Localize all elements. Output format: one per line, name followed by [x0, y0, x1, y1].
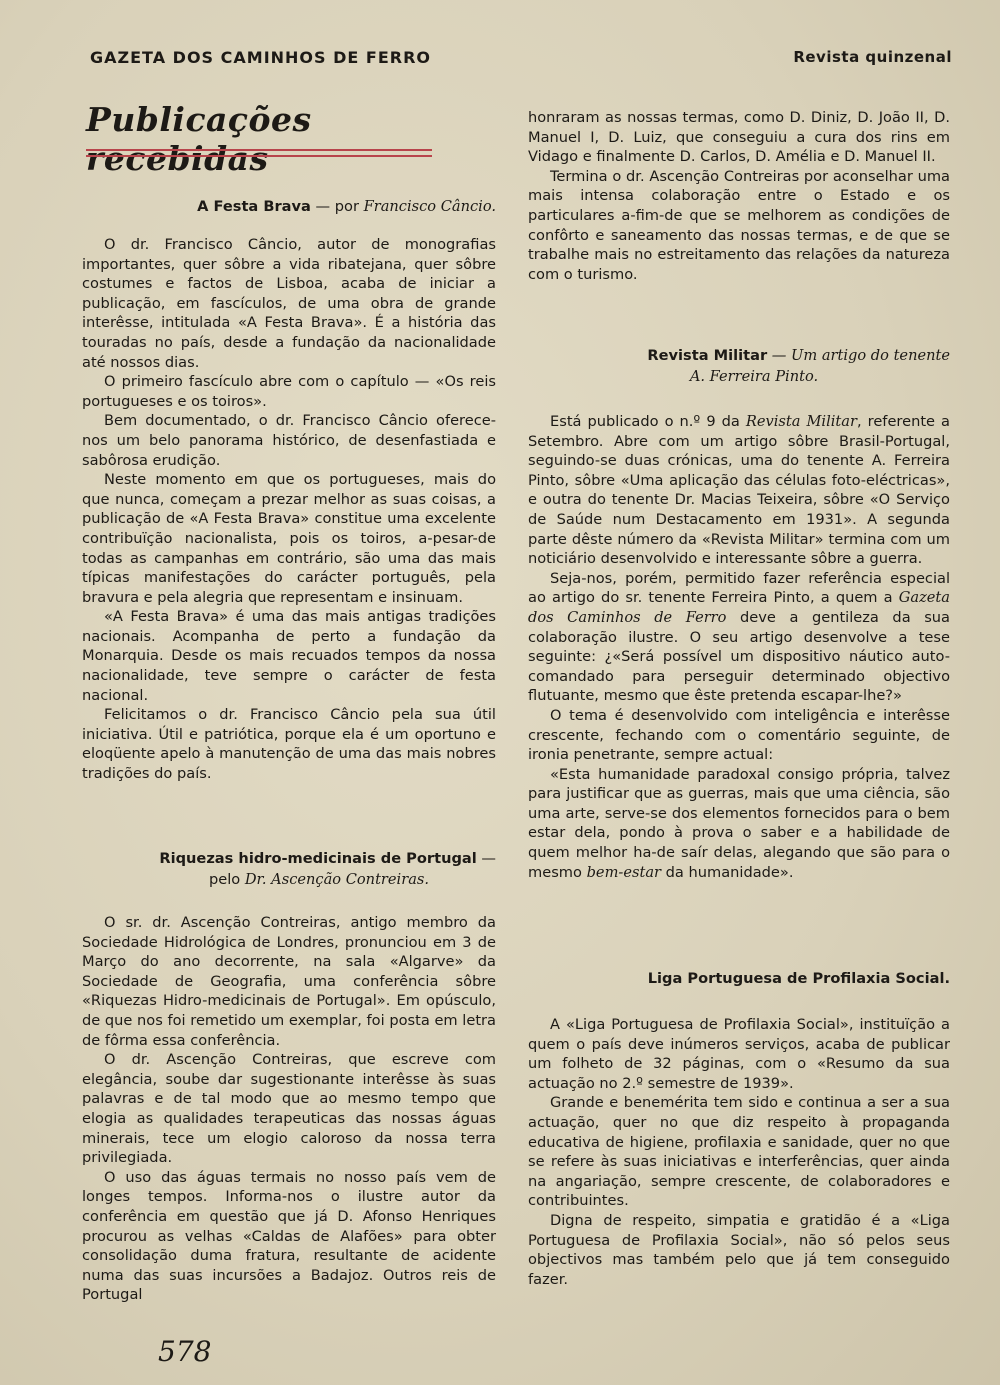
article-body-riquezas	[82, 913, 496, 1305]
text-run: Seja-nos, porém, permitido fazer referência especial ao artigo do sr. tenente Ferreira Pinto, a quem a	[528, 569, 950, 607]
article-heading-revista-militar	[528, 345, 950, 387]
text-run: Está publicado o n.º 9 da	[550, 413, 746, 430]
publication-name: Revista Militar	[745, 413, 857, 430]
article-title: Liga Portuguesa de Profilaxia Social.	[647, 970, 950, 987]
article-title: Revista Militar	[647, 347, 768, 364]
article-body-festa-brava	[82, 235, 496, 784]
paragraph: Termina o dr. Ascenção Contreiras por aconselhar uma mais intensa colaboração entre o Estado e os particulares a-fim-de que se melhorem as condições de confôrto e saneamento das nossas termas, e de que se trabalhe mais no estreitamento das relações da natureza com o turismo.	[528, 167, 950, 283]
article-heading-festa-brava	[82, 196, 496, 217]
paragraph: Bem documentado, o dr. Francisco Câncio oferece-nos um belo panorama histórico, de desenfastiada e sabôrosa erudição.	[82, 412, 496, 469]
article-body-liga	[528, 1015, 950, 1289]
paragraph: A «Liga Portuguesa de Profilaxia Social», instituïção a quem o país deve inúmeros serviços, acaba de publicar um folheto de 32 páginas, com o «Resumo da sua actuação no 2.º semestre de 1939».	[528, 1016, 950, 1092]
periodicity-running-head: Revista quinzenal	[793, 48, 952, 66]
article-body-riquezas-continued	[528, 108, 950, 284]
paragraph: Felicitamos o dr. Francisco Câncio pela sua útil iniciativa. Útil e patriótica, porque ela é um oportuno e eloqüente apelo à manutenção de uma das mais nobres tradições do país.	[82, 706, 496, 783]
emphasis: bem-estar	[586, 863, 662, 881]
article-author: Dr. Ascenção Contreiras.	[244, 871, 430, 888]
article-body-revista-militar	[528, 412, 950, 882]
paragraph: Digna de respeito, simpatia e gratidão é a «Liga Portuguesa de Profilaxia Social», não só pelos seus objectivos mas também pelo que já tem conseguido fazer.	[528, 1211, 950, 1288]
page-number: 578	[158, 1335, 212, 1368]
paragraph: O dr. Ascenção Contreiras, que escreve com elegância, soube dar sugestionante interêsse às suas palavras e de tal modo que ao mesmo tempo que elogia as qualidades terapeuticas das nossas águas minerais, tece um elogio caloroso da nossa terra privilegiada.	[82, 1051, 496, 1167]
journal-running-head: GAZETA DOS CAMINHOS DE FERRO	[90, 48, 432, 67]
article-heading-riquezas	[82, 848, 496, 890]
byline-connector: pelo	[208, 871, 245, 888]
article-author: Francisco Câncio.	[363, 198, 496, 215]
article-title: A Festa Brava	[197, 198, 311, 215]
byline-connector: — por	[310, 198, 364, 215]
title-underline-second	[86, 155, 432, 157]
paragraph: Grande e benemérita tem sido e continua a ser a sua actuação, quer no que diz respeito à propaganda educativa de higiene, profilaxia e sanidade, quer no que se refere às suas iniciativas e interferências, quer ainda na angariação, sempre crescente, de colaboradores e contribuintes.	[528, 1094, 950, 1210]
text-run: «Esta humanidade paradoxal consigo própria, talvez para justificar que as guerras, mais que uma ciência, são uma arte, serve-se dos elementos fornecidos para o bem estar dela, pondo à prova o saber e a habilidade de quem melhor ha-de saír delas, alegando que são para o mesmo	[528, 765, 950, 881]
article-author: A. Ferreira Pinto.	[689, 368, 819, 385]
paragraph	[528, 765, 950, 883]
paragraph: O primeiro fascículo abre com o capítulo — «Os reis portugueses e os toiros».	[82, 373, 496, 410]
article-heading-liga	[528, 968, 950, 989]
paragraph	[528, 569, 950, 706]
paragraph: Neste momento em que os portugueses, mais do que nunca, começam a prezar melhor as suas coisas, a publicação de «A Festa Brava» constitue uma excelente contribuïção nacionalista, pois os toiros, a-pesar-de todas as campanhas em contrário, são uma das mais típicas manifestações do carácter português, pela bravura e pela alegria que representam e insinuam.	[82, 471, 496, 606]
byline-connector: — Um artigo do tenente	[767, 347, 950, 364]
paragraph	[528, 412, 950, 569]
text-run: da humanidade».	[661, 863, 794, 881]
paragraph: O tema é desenvolvido com inteligência e interêsse crescente, fechando com o comentário seguinte, de ironia penetrante, sempre actual:	[528, 706, 950, 764]
title-dash: —	[476, 850, 496, 867]
article-title: Riquezas hidro-medicinais de Portugal	[159, 850, 477, 867]
paragraph: «A Festa Brava» é uma das mais antigas tradições nacionais. Acompanha de perto a fundação da Monarquia. Desde os mais recuados tempos da nossa nacionalidade, teve sempre o carácter de festa nacional.	[82, 608, 496, 704]
paragraph: O uso das águas termais no nosso país vem de longes tempos. Informa-nos o ilustre autor da conferência em questão que já D. Afonso Henriques procurou as velhas «Caldas de Alafões» para obter consolidação duma fratura, resultante de acidente numa das suas incursões a Badajoz. Outros reis de Portugal	[82, 1168, 496, 1304]
text-run: , referente a Setembro. Abre com um artigo sôbre Brasil-Portugal, seguindo-se duas crónicas, uma do tenente A. Ferreira Pinto, sôbre «Uma aplicação das células foto-eléctricas», e outra do tenente Dr. Macias Teixeira, sôbre «O Serviço de Saúde num Destacamento em 1931». A segunda parte dêste número da «Revista Militar» termina com um noticiário desenvolvido e interessante sôbre a guerra.	[528, 413, 950, 568]
publication-name: Gazeta dos Caminhos de Ferro	[528, 589, 950, 626]
title-underline	[86, 149, 432, 151]
paragraph: O dr. Francisco Câncio, autor de monografias importantes, quer sôbre a vida ribatejana, quer sôbre costumes e factos de Lisboa, acaba de iniciar a publicação, em fascículos, de uma obra de grande interêsse, intitulada «A Festa Brava». É a história das touradas no país, desde a fundação da nacionalidade até nossos dias.	[82, 236, 496, 371]
text-run: deve a gentileza da sua colaboração ilustre. O seu artigo desenvolve a tese seguinte: ¿«Será possível um dispositivo náutico auto-comandado para perseguir determinado objectivo flutuante, mesmo que êste pretenda escapar-lhe?»	[528, 608, 950, 705]
paragraph: honraram as nossas termas, como D. Diniz, D. João II, D. Manuel I, D. Luiz, que conseguiu a cura dos rins em Vidago e finalmente D. Carlos, D. Amélia e D. Manuel II.	[528, 109, 950, 166]
section-title: Publicações recebidas	[86, 100, 312, 178]
paragraph: O sr. dr. Ascenção Contreiras, antigo membro da Sociedade Hidrológica de Londres, pronunciou em 3 de Março do ano decorrente, na sala «Algarve» da Sociedade de Geografia, uma conferência sôbre «Riquezas Hidro-medicinais de Portugal». Em opúsculo, de que nos foi remetido um exemplar, foi posta em letra de fôrma essa conferência.	[82, 914, 496, 1049]
